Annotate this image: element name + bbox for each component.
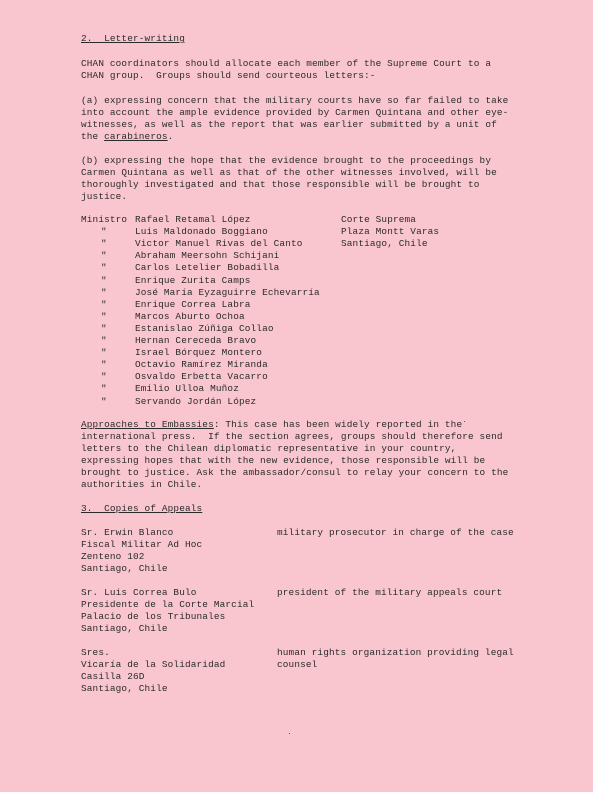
- intro-line: CHAN coordinators should allocate each member of the Supreme Court to a: [81, 58, 492, 69]
- contact-address-line: Santiago, Chile: [81, 683, 168, 694]
- section-heading-letter-writing: 2. Letter-writing: [81, 33, 185, 44]
- embassies-line: authorities in Chile.: [81, 479, 203, 490]
- ditto-mark: ": [101, 238, 107, 250]
- embassies-line: expressing hopes that with the new evidence, those responsible will be: [81, 455, 486, 466]
- point-a-end: .: [167, 131, 174, 142]
- point-b-line: Carmen Quintana as well as that of the other witnesses involved, will be: [81, 167, 497, 178]
- ditto-mark: ": [101, 226, 107, 238]
- point-a-line-start: the: [81, 131, 105, 142]
- ditto-mark: ": [101, 359, 107, 371]
- embassies-line: international press. If the section agrees, groups should therefore send: [81, 431, 503, 442]
- ditto-mark: ": [101, 322, 107, 334]
- minister-name: Israel Bórquez Montero: [135, 347, 263, 359]
- contact-address-line: Sr. Luis Correa Bulo: [81, 587, 197, 598]
- ditto-mark: ": [101, 335, 107, 346]
- minister-name: Octavio Ramírez Miranda: [135, 359, 268, 371]
- court-address-line: Corte Suprema: [341, 214, 417, 225]
- point-a-line: (a) expressing concern that the military courts have so far failed to take: [81, 95, 509, 106]
- embassies-line: : This case has been widely reported in the: [213, 419, 463, 430]
- point-a-last-line: [81, 131, 173, 143]
- court-address-line: Plaza Montt Varas: [341, 226, 440, 237]
- embassies-first-line: [81, 419, 462, 431]
- ditto-mark: ": [101, 347, 107, 359]
- ditto-mark: ": [101, 371, 107, 383]
- point-b-line: justice.: [81, 191, 128, 202]
- minister-name: Abraham Meersohn Schijani: [135, 250, 280, 262]
- contact-address-line: Presidente de la Corte Marcial: [81, 599, 255, 610]
- contact-address-line: Zenteno 102: [81, 551, 145, 562]
- speck-mark: [289, 733, 290, 734]
- minister-name: Victor Manuel Rivas del Canto: [135, 238, 303, 250]
- ditto-mark: ": [101, 383, 107, 395]
- contact-address-line: Santiago, Chile: [81, 623, 168, 634]
- contact-address-line: Casilla 26D: [81, 671, 145, 682]
- contact-role: president of the military appeals court: [277, 587, 503, 598]
- ditto-mark: ": [101, 298, 107, 310]
- point-a-line: witnesses, as well as the report that was earlier submitted by a unit of: [81, 119, 497, 130]
- contact-address-line: Fiscal Militar Ad Hoc: [81, 539, 203, 550]
- ditto-mark: ": [101, 286, 107, 298]
- court-address-line: Santiago, Chile: [341, 238, 428, 249]
- ditto-mark: ": [101, 274, 107, 286]
- minister-name: Carlos Letelier Bobadilla: [135, 262, 280, 274]
- minister-name: Emilio Ulloa Muñoz: [135, 383, 239, 395]
- ministro-label: Ministro: [81, 214, 128, 225]
- minister-name: Marcos Aburto Ochoa: [135, 310, 245, 322]
- minister-name: Enrique Zurita Camps: [135, 274, 251, 286]
- intro-line: CHAN group. Groups should send courteous letters:-: [81, 70, 376, 81]
- contact-role: military prosecutor in charge of the case: [277, 527, 514, 538]
- contact-role: human rights organization providing legal: [277, 647, 514, 658]
- contact-address-line: Santiago, Chile: [81, 563, 168, 574]
- speck-mark: [464, 421, 465, 422]
- minister-name: Luis Maldonado Boggiano: [135, 226, 268, 238]
- carabineros-term: carabineros: [104, 131, 168, 142]
- minister-name: Hernan Cereceda Bravo: [135, 335, 257, 346]
- embassies-line: brought to justice. Ask the ambassador/consul to relay your concern to the: [81, 467, 509, 478]
- contact-address-line: Sres.: [81, 647, 110, 658]
- section-heading-copies-of-appeals: 3. Copies of Appeals: [81, 503, 203, 514]
- embassies-line: letters to the Chilean diplomatic representative in your country,: [81, 443, 457, 454]
- minister-name: Servando Jordán López: [135, 395, 257, 407]
- contact-address-line: Palacio de los Tribunales: [81, 611, 226, 622]
- minister-name: José María Eyzaguirre Echevarría: [135, 286, 320, 298]
- ditto-mark: ": [101, 310, 107, 322]
- contact-address-line: Sr. Erwin Blanco: [81, 527, 174, 538]
- minister-name: Estanislao Zúñiga Collao: [135, 322, 274, 334]
- point-b-line: thoroughly investigated and that those responsible will be brought to: [81, 179, 480, 190]
- point-a-line: into account the ample evidence provided by Carmen Quintana and other eye-: [81, 107, 509, 118]
- contact-role: counsel: [277, 659, 318, 670]
- minister-name: Enrique Correa Labra: [135, 298, 251, 310]
- embassies-heading: Approaches to Embassies: [81, 419, 214, 430]
- ditto-mark: ": [101, 262, 107, 274]
- minister-name: Rafael Retamal López: [135, 214, 251, 225]
- ditto-mark: ": [101, 395, 107, 407]
- minister-name: Osvaldo Erbetta Vacarro: [135, 371, 268, 383]
- point-b-line: (b) expressing the hope that the evidence brought to the proceedings by: [81, 155, 492, 166]
- ditto-mark: ": [101, 250, 107, 262]
- contact-address-line: Vicaría de la Solidaridad: [81, 659, 226, 670]
